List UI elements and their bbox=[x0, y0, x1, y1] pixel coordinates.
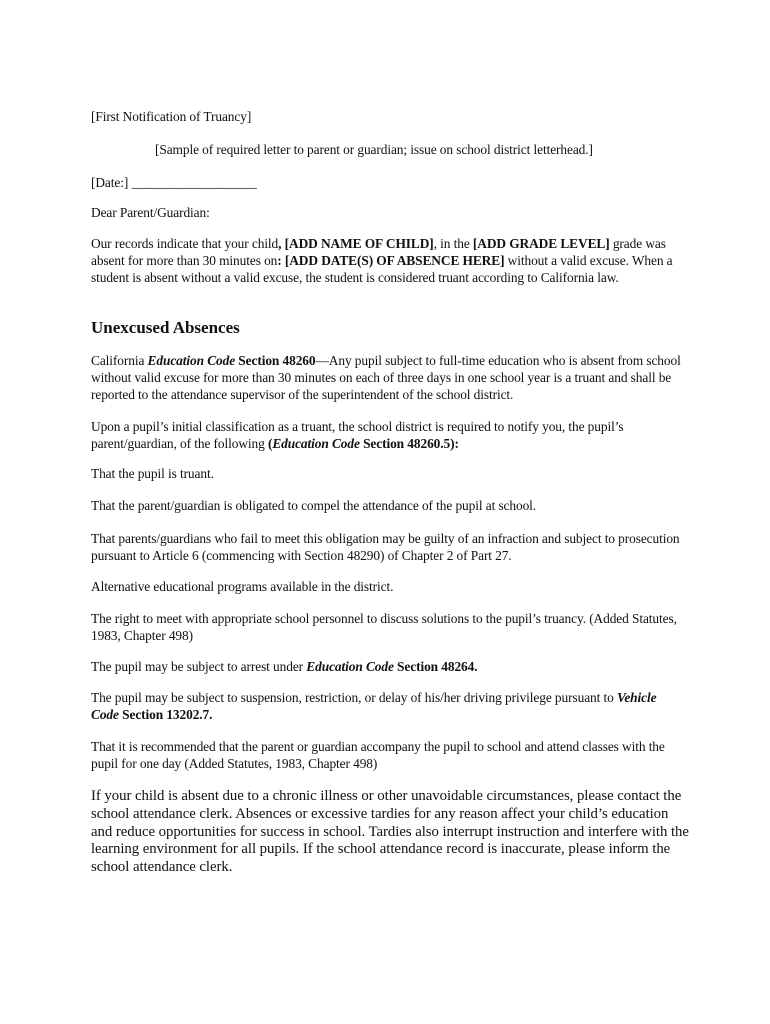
intro-text: Our records indicate that your child bbox=[91, 236, 279, 251]
notify-text: Upon a pupil’s initial classification as a truant, the school district is required to notify you, the pupil’s parent/guardian, of the following bbox=[91, 419, 624, 451]
code-48260-paragraph bbox=[91, 353, 681, 403]
sample-note: [Sample of required letter to parent or guardian; issue on school district letterhead.] bbox=[155, 142, 593, 157]
absence-dates-placeholder: : [ADD DATE(S) OF ABSENCE HERE] bbox=[277, 252, 505, 268]
notice-item: Alternative educational programs available in the district. bbox=[91, 579, 394, 594]
driving-item bbox=[91, 690, 681, 724]
salutation: Dear Parent/Guardian: bbox=[91, 205, 210, 220]
code-name: Vehicle Code bbox=[91, 690, 657, 722]
date-blank: ___________________ bbox=[131, 175, 257, 190]
notice-item: That the pupil is truant. bbox=[91, 466, 214, 481]
notice-item: That the parent/guardian is obligated to compel the attendance of the pupil at school. bbox=[91, 498, 537, 513]
code-name: Education Code bbox=[272, 435, 360, 451]
notify-paragraph bbox=[91, 419, 681, 453]
intro-text: grade was absent for more than 30 minutes on bbox=[91, 236, 666, 268]
date-line bbox=[91, 175, 257, 192]
code-name: Education Code bbox=[306, 659, 394, 674]
intro-text: without a valid excuse. When a student is absent without a valid excuse, the student is considered truant according to California law. bbox=[91, 252, 673, 285]
notice-item: That parents/guardians who fail to meet this obligation may be guilty of an infraction and subject to prosecution pursuant to Article 6 (commencing with Section 48290) of Chapter 2 of Part 27. bbox=[91, 531, 680, 563]
code-section: Section 48260 bbox=[235, 353, 316, 368]
grade-level-placeholder: [ADD GRADE LEVEL] bbox=[472, 236, 610, 251]
child-name-placeholder: , [ADD NAME OF CHILD] bbox=[278, 236, 434, 251]
notice-item: The right to meet with appropriate school personnel to discuss solutions to the pupil’s truancy. (Added Statutes, 1983, Chapter 498) bbox=[91, 611, 677, 643]
code-text: California bbox=[91, 353, 148, 368]
code-section: Section 48264. bbox=[393, 659, 478, 674]
section-heading: Unexcused Absences bbox=[91, 318, 240, 337]
arrest-item bbox=[91, 659, 681, 676]
arrest-text: The pupil may be subject to arrest under bbox=[91, 659, 307, 674]
paren: ( bbox=[267, 435, 273, 451]
accompany-item: That it is recommended that the parent or guardian accompany the pupil to school and attend classes with the pupil for one day (Added Statutes, 1983, Chapter 498) bbox=[91, 739, 665, 771]
code-text: —Any pupil subject to full-time education who is absent from school without valid excuse for more than 30 minutes on each of three days in one school year is a truant and shall be reported to the attendance supervisor of the superintendent of the school district. bbox=[91, 353, 681, 402]
driving-text: The pupil may be subject to suspension, restriction, or delay of his/her driving privilege pursuant to bbox=[91, 690, 617, 705]
closing-paragraph: If your child is absent due to a chronic illness or other unavoidable circumstances, please contact the school attendance clerk. Absences or excessive tardies for any reason affect your child’s education and reduce opportunities for success in school. Tardies also interrupt instruction and interfere with the learning environment for all pupils. If the school attendance record is inaccurate, please inform the school attendance clerk. bbox=[91, 788, 689, 876]
notice-title: [First Notification of Truancy] bbox=[91, 109, 252, 124]
code-section: Section 48260.5): bbox=[359, 435, 459, 451]
intro-text: , in the bbox=[433, 236, 473, 251]
code-section: Section 13202.7. bbox=[118, 706, 213, 722]
intro-paragraph bbox=[91, 236, 681, 286]
code-name: Education Code bbox=[147, 353, 236, 368]
date-label: [Date:] bbox=[91, 175, 129, 190]
